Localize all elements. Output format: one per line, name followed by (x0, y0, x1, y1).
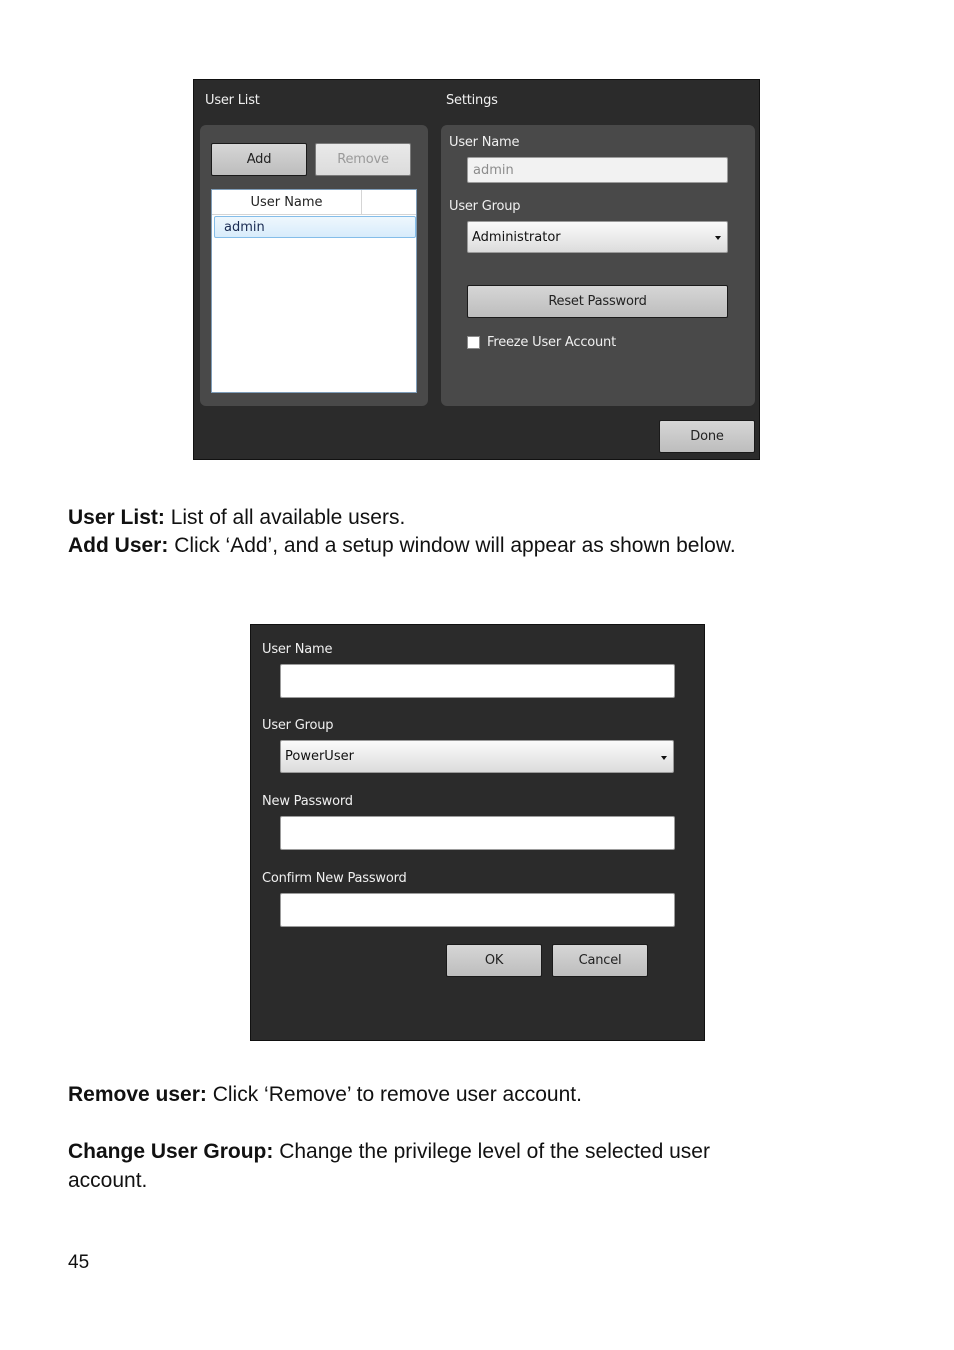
change-group-text: Change the privilege level of the selected user account. (68, 1140, 710, 1192)
add-user-term: Add User: (68, 534, 169, 557)
user-group-select[interactable] (467, 221, 728, 253)
new-user-group-select[interactable] (280, 740, 674, 773)
new-password-input[interactable] (280, 816, 675, 850)
settings-panel (441, 125, 755, 406)
remove-user-description (68, 1080, 828, 1109)
user-name-field[interactable]: admin (467, 157, 728, 183)
user-list-term: User List: (68, 506, 165, 529)
remove-user-text: Click ‘Remove’ to remove user account. (206, 1083, 582, 1106)
confirm-password-label: Confirm New Password (262, 871, 407, 886)
ok-button[interactable]: OK (446, 944, 542, 977)
new-user-name-input[interactable] (280, 664, 675, 698)
user-list-panel (200, 125, 428, 406)
settings-title: Settings (446, 93, 498, 108)
user-name-label: User Name (449, 135, 520, 150)
user-group-value: Administrator (472, 229, 561, 245)
new-user-group-label: User Group (262, 718, 334, 733)
user-management-window (193, 79, 760, 460)
user-group-label: User Group (449, 199, 521, 214)
add-button[interactable]: Add (211, 143, 307, 176)
freeze-user-label[interactable]: Freeze User Account (487, 335, 616, 350)
add-user-text: Click ‘Add’, and a setup window will appear as shown below. (168, 534, 736, 557)
user-name-column-header[interactable]: User Name (212, 190, 362, 214)
new-user-name-label: User Name (262, 642, 333, 657)
remove-button[interactable]: Remove (315, 143, 411, 176)
user-list (211, 189, 417, 393)
remove-user-term: Remove user: (68, 1083, 207, 1106)
cancel-button[interactable]: Cancel (552, 944, 648, 977)
add-user-description (68, 531, 768, 560)
new-password-label: New Password (262, 794, 353, 809)
user-list-row-admin[interactable]: admin (214, 216, 416, 238)
chevron-down-icon (661, 756, 667, 760)
page-number: 45 (68, 1252, 90, 1273)
confirm-password-input[interactable] (280, 893, 675, 927)
add-user-dialog (250, 624, 705, 1041)
done-button[interactable]: Done (659, 420, 755, 453)
change-group-description (68, 1137, 788, 1195)
user-list-header (212, 190, 416, 215)
user-list-description (68, 503, 828, 532)
change-group-term: Change User Group: (68, 1140, 274, 1163)
chevron-down-icon (715, 236, 721, 240)
user-list-text: List of all available users. (164, 506, 406, 529)
user-list-title: User List (205, 93, 260, 108)
reset-password-button[interactable]: Reset Password (467, 285, 728, 318)
new-user-group-value: PowerUser (285, 749, 354, 764)
freeze-user-checkbox[interactable] (467, 336, 480, 349)
